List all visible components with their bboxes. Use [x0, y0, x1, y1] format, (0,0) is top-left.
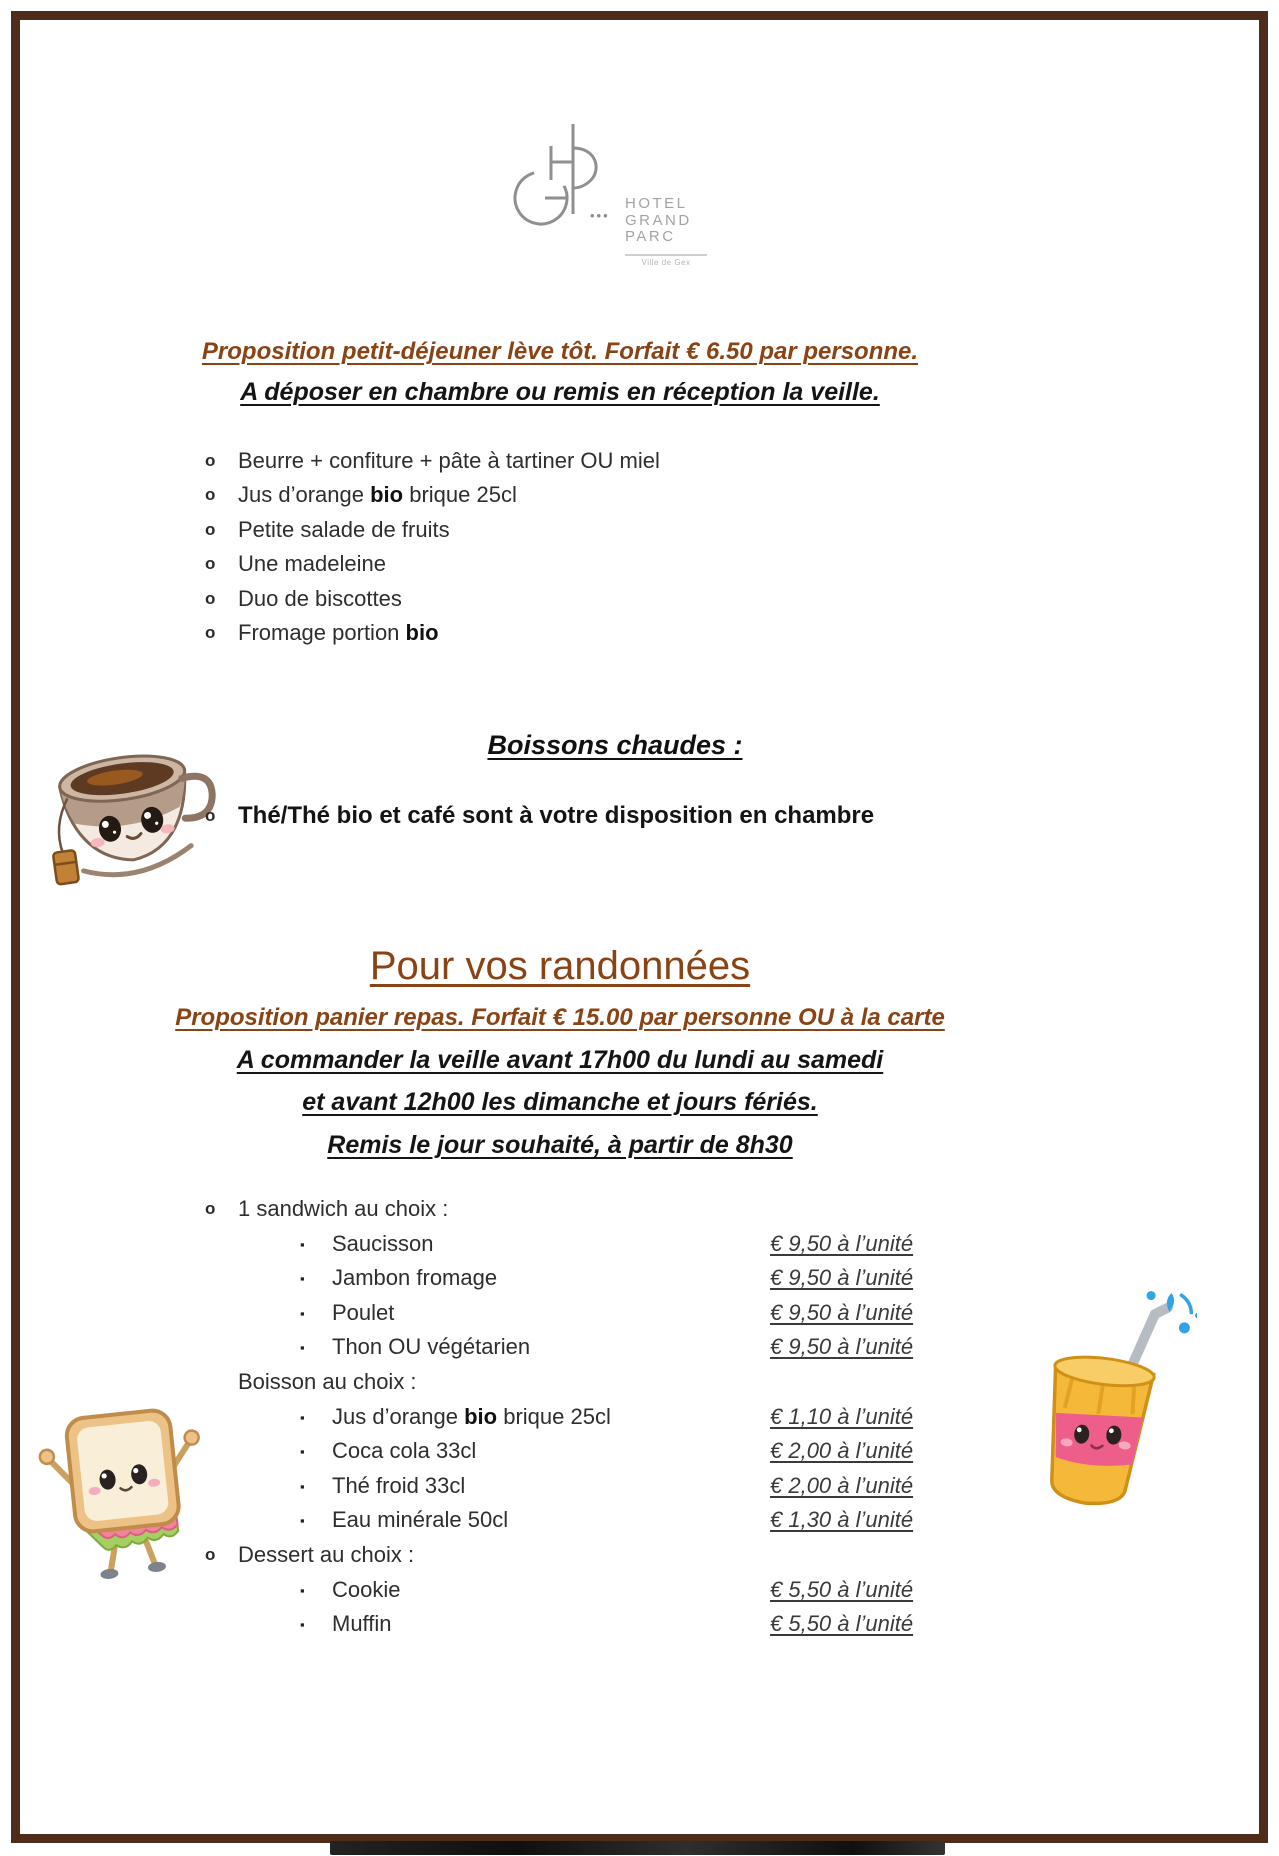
- menu-item-row: [200, 1473, 1020, 1508]
- item-name: Cookie: [332, 1576, 401, 1602]
- menu-item-row: [200, 1265, 1020, 1300]
- hot-drinks-text: Thé/Thé bio et café sont à votre disposition en chambre: [238, 802, 875, 829]
- item-text: Beurre + confiture + pâte à tartiner OU miel: [238, 448, 660, 473]
- square-bullet-icon: ▪: [300, 1582, 305, 1598]
- item-name: Coca cola 33cl: [332, 1438, 477, 1464]
- logo-hotel-name-line3: PARC: [625, 228, 676, 245]
- circle-bullet-icon: o: [205, 485, 216, 505]
- item-price: € 9,50 à l’unité: [770, 1265, 914, 1291]
- logo-hotel-name: [625, 196, 692, 246]
- list-item: [200, 586, 960, 620]
- picnic-title: Proposition panier repas. Forfait € 15.00 par personne OU à la carte: [175, 1004, 945, 1031]
- list-item: [200, 551, 960, 585]
- square-bullet-icon: ▪: [300, 1513, 305, 1529]
- menu-item-row: [200, 1438, 1020, 1473]
- item-text: Jus d’orange bio brique 25cl: [238, 482, 517, 508]
- list-item: [200, 517, 960, 551]
- menu-item-row: [200, 1334, 1020, 1369]
- circle-bullet-icon: o: [205, 451, 216, 470]
- item-name: Muffin: [332, 1611, 392, 1637]
- circle-bullet-icon: o: [205, 554, 216, 574]
- menu-item-row: [200, 1404, 1020, 1439]
- item-text: Petite salade de fruits: [238, 516, 450, 542]
- group-label-row: [200, 1369, 1020, 1404]
- group-label: 1 sandwich au choix :: [238, 1196, 449, 1221]
- square-bullet-icon: ▪: [300, 1236, 305, 1252]
- item-price: € 1,10 à l’unité: [770, 1403, 914, 1429]
- item-price: € 1,30 à l’unité: [770, 1507, 914, 1533]
- picnic-list: [200, 1196, 1020, 1646]
- list-item: [200, 620, 960, 654]
- circle-bullet-icon: o: [205, 622, 216, 642]
- group-label: Dessert au choix :: [238, 1541, 415, 1567]
- item-price: € 9,50 à l’unité: [770, 1334, 914, 1360]
- logo-stars: •••: [590, 208, 610, 223]
- breakfast-title: Proposition petit-déjeuner lève tôt. Forfait € 6.50 par personne.: [201, 338, 919, 365]
- item-text: Fromage portion bio: [238, 619, 439, 645]
- order-line-3: Remis le jour souhaité, à partir de 8h30: [327, 1131, 793, 1159]
- hotel-logo: [493, 116, 733, 286]
- item-name: Jus d’orange bio brique 25cl: [332, 1403, 611, 1429]
- square-bullet-icon: ▪: [300, 1478, 305, 1494]
- breakfast-list: [200, 448, 960, 654]
- circle-bullet-icon: o: [205, 588, 216, 608]
- hot-drinks-heading: Boissons chaudes :: [487, 730, 743, 760]
- coffee-cup-illustration: [34, 728, 224, 898]
- item-text: Une madeleine: [238, 551, 386, 577]
- square-bullet-icon: ▪: [300, 1340, 305, 1356]
- list-item: [200, 448, 960, 482]
- item-price: € 2,00 à l’unité: [770, 1472, 914, 1498]
- item-name: Thon OU végétarien: [332, 1334, 531, 1360]
- item-name: Jambon fromage: [332, 1265, 498, 1291]
- item-name: Thé froid 33cl: [332, 1472, 466, 1498]
- square-bullet-icon: ▪: [300, 1617, 305, 1633]
- logo-hotel-name-line1: HOTEL: [625, 195, 688, 212]
- menu-item-row: [200, 1507, 1020, 1542]
- item-price: € 5,50 à l’unité: [770, 1576, 914, 1602]
- circle-bullet-icon: o: [205, 1199, 216, 1218]
- item-price: € 5,50 à l’unité: [770, 1611, 914, 1637]
- item-name: Saucisson: [332, 1230, 434, 1256]
- hot-drinks-item: [200, 802, 1100, 836]
- group-label-row: [200, 1542, 1020, 1577]
- circle-bullet-icon: o: [205, 1544, 216, 1564]
- menu-item-row: [200, 1231, 1020, 1266]
- square-bullet-icon: ▪: [300, 1271, 305, 1287]
- logo-monogram-icon: [495, 122, 600, 228]
- square-bullet-icon: ▪: [300, 1305, 305, 1321]
- logo-hotel-name-line2: GRAND: [625, 211, 692, 229]
- circle-bullet-icon: o: [205, 519, 216, 539]
- menu-item-row: [200, 1611, 1020, 1646]
- circle-bullet-icon: o: [205, 806, 216, 825]
- picnic-heading: Pour vos randonnées: [369, 944, 751, 988]
- breakfast-subtitle: A déposer en chambre ou remis en réception la veille.: [240, 378, 880, 406]
- group-label: Boisson au choix :: [238, 1368, 417, 1394]
- item-text: Duo de biscottes: [238, 585, 402, 611]
- logo-divider: [625, 254, 707, 256]
- group-label-row: [200, 1196, 1020, 1231]
- logo-tagline: Ville de Gex: [641, 258, 691, 267]
- menu-item-row: [200, 1300, 1020, 1335]
- square-bullet-icon: ▪: [300, 1409, 305, 1425]
- item-price: € 9,50 à l’unité: [770, 1230, 914, 1256]
- drink-cup-illustration: [1002, 1280, 1197, 1520]
- order-line-2: et avant 12h00 les dimanche et jours fériés.: [302, 1088, 818, 1116]
- sandwich-illustration: [36, 1386, 211, 1581]
- item-price: € 2,00 à l’unité: [770, 1438, 914, 1464]
- square-bullet-icon: ▪: [300, 1444, 305, 1460]
- order-line-1: A commander la veille avant 17h00 du lundi au samedi: [236, 1046, 884, 1074]
- item-name: Eau minérale 50cl: [332, 1507, 509, 1533]
- scan-artifact: [330, 1841, 945, 1855]
- list-item: [200, 482, 960, 516]
- menu-item-row: [200, 1577, 1020, 1612]
- item-name: Poulet: [332, 1299, 395, 1325]
- item-price: € 9,50 à l’unité: [770, 1299, 914, 1325]
